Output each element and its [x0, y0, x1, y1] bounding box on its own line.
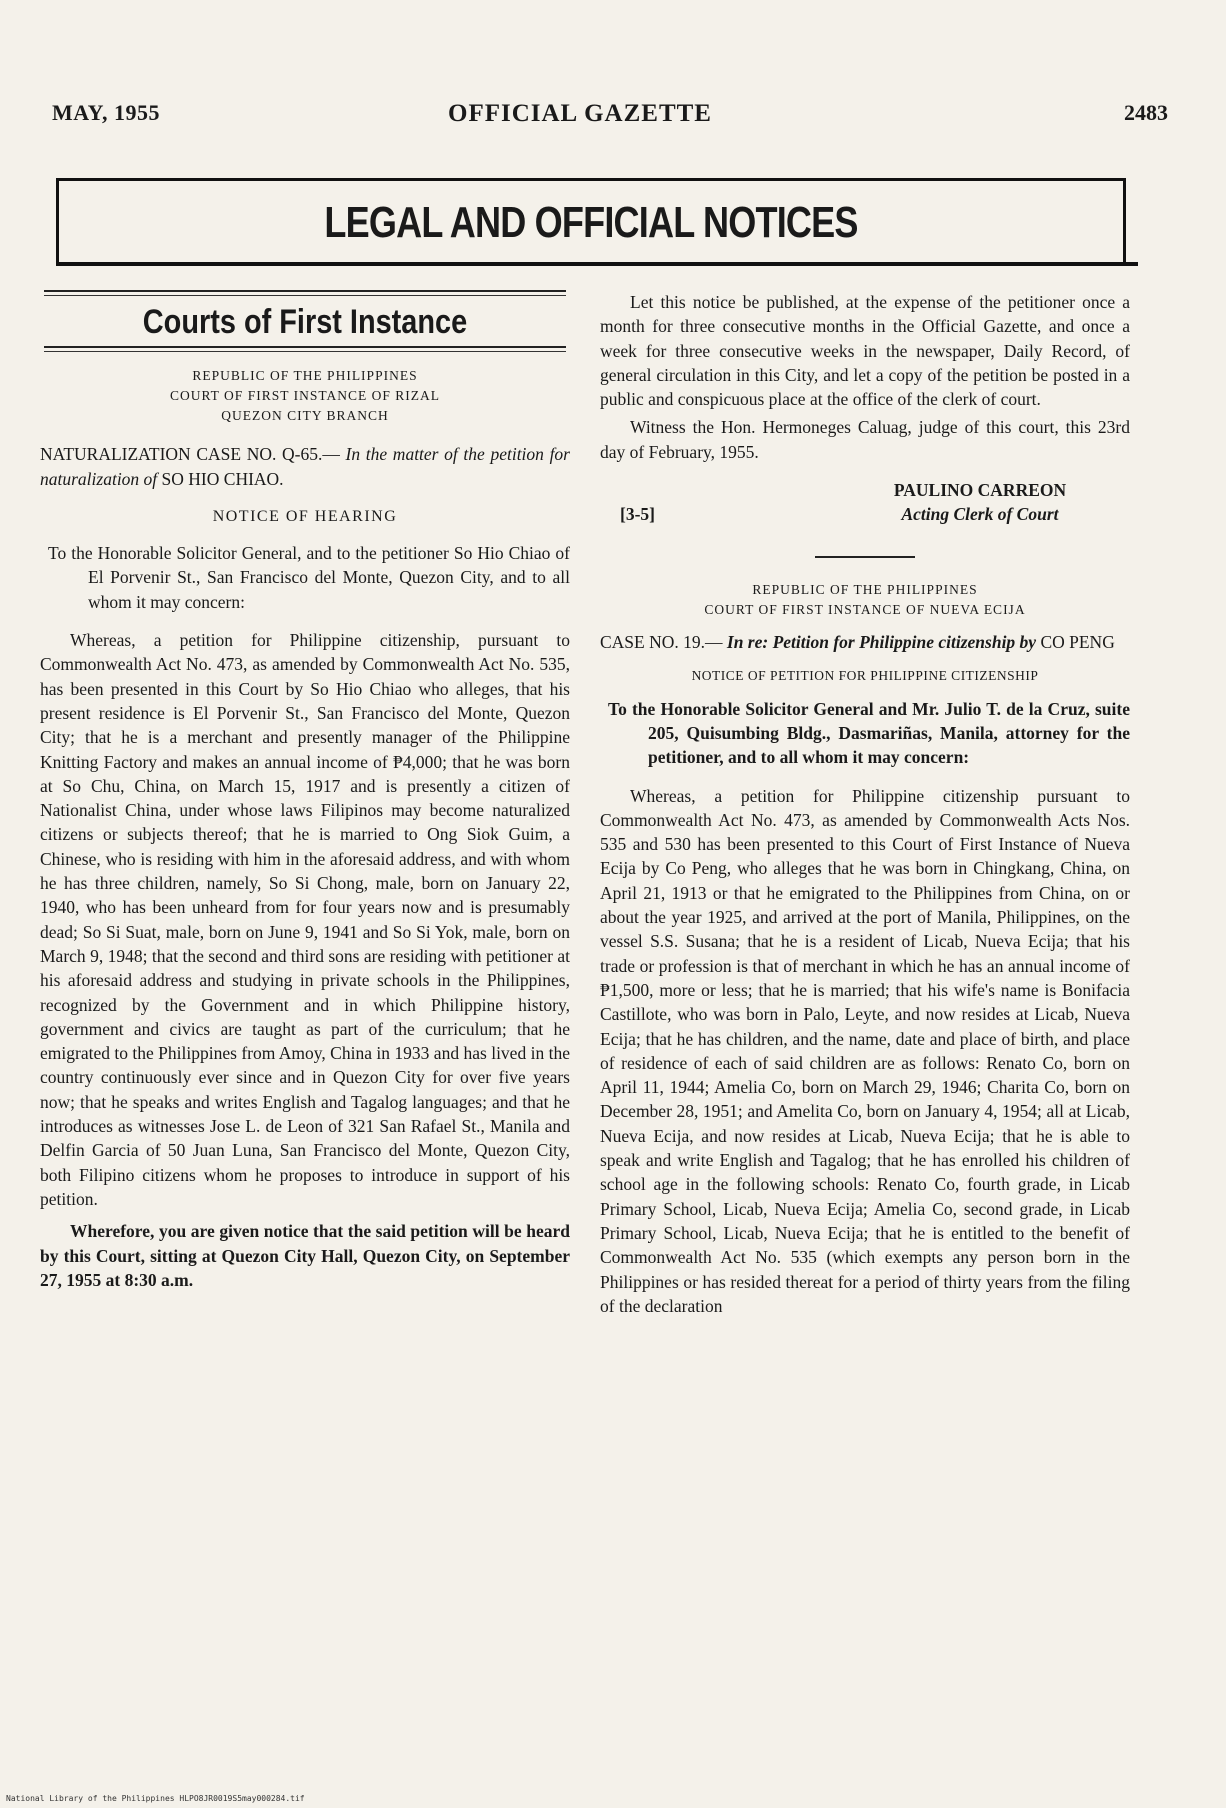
notice1-signature: [600, 478, 1130, 530]
notice1-heading: NOTICE OF HEARING: [212, 507, 398, 525]
notice1-publish: Let this notice be published, at the expense of the petitioner once a month for three consecutive months in the Official Gazette, and once a week for three consecutive weeks in the newspaper, Daily Record, of general circulation in this City, and let a copy of the petition be posted in a public and conspicuous place at the office of the clerk of court.: [600, 292, 1130, 410]
right-column: [600, 290, 1130, 1322]
section-rule-bottom: [44, 346, 566, 348]
case-text: In re: Petition for Philippine citizenship by: [726, 632, 1037, 653]
notice1-address: To the Honorable Solicitor General, and to the petitioner So Hio Chiao of El Porvenir St., San Francisco del Monte, Quezon City, and to all whom it may concern:: [48, 543, 570, 612]
signer-title: Acting Clerk of Court: [901, 504, 1059, 525]
case-label: NATURALIZATION CASE NO. Q-65.—: [40, 444, 340, 465]
notice2-body: Whereas, a petition for Philippine citizenship pursuant to Commonwealth Act No. 473, as amended by Commonwealth Acts Nos. 535 and 530 has been presented to this Court of First Instance of Nueva Ecija by Co Peng, who alleges that he was born in Chingkang, China, on April 21, 1913 or that he emigrated to the Philippines from China, on or about the year 1925, and arrived at the port of Manila, Philippines, on the vessel S.S. Susana; that he is a resident of Licab, Nueva Ecija; that his trade or profession is that of merchant in which he has an annual income of ₱1,500, more or less; that he is married; that his wife's name is Bonifacia Castillote, who was born in Palo, Leyte, and now resides at Licab, Nueva Ecija; that he has children, and the name, date and place of birth, and place of residence of each of said children are as follows: Renato Co, born on April 11, 1944; Amelia Co, born on March 29, 1946; Charita Co, born on December 28, 1951; and Amelita Co, born on January 4, 1954; all at Licab, Nueva Ecija, and now resides at Licab, Nueva Ecija; that he is able to speak and write English and Tagalog; that he has enrolled his children of school age in the following schools: Renato Co, fourth grade, in Licab Primary School, Licab, Nueva Ecija; Amelia Co, second grade, in Licab Primary School, Licab, Nueva Ecija; that he is entitled to the benefit of Commonwealth Act No. 535 (which exempts any person born in the Philippines or has resided thereat for a period of thirty years from the filing of the declaration: [600, 785, 1130, 1316]
notices-banner-title: LEGAL AND OFFICIAL NOTICES: [324, 198, 858, 247]
section-rule-bottom-thin: [44, 351, 566, 352]
page-number: 2483: [1124, 100, 1168, 125]
notice2-court: [600, 580, 1130, 620]
notice1-witness: Witness the Hon. Hermoneges Caluag, judge of this court, this 23rd day of February, 1955.: [600, 417, 1130, 462]
section-rule-top: [44, 290, 566, 292]
notice1-court: [40, 366, 570, 426]
gazette-title: OFFICIAL GAZETTE: [448, 100, 712, 127]
case-text: In the matter of the petition for naturalization of: [40, 444, 570, 489]
notice2-case: [600, 630, 1130, 654]
case-label: CASE NO. 19.—: [600, 632, 723, 653]
case-name: SO HIO CHIAO.: [161, 468, 284, 489]
notice2-heading: NOTICE OF PETITION FOR PHILIPPINE CITIZENSHIP: [691, 668, 1039, 684]
section-rule-top-thin: [44, 295, 566, 296]
left-column: [40, 290, 570, 1296]
notices-banner-box: [56, 178, 1126, 262]
notice1-body: Whereas, a petition for Philippine citizenship, pursuant to Commonwealth Act No. 473, as amended by Commonwealth Act No. 535, has been presented in this Court by So Hio Chiao who alleges, that his present residence is El Porvenir St., San Francisco del Monte, Quezon City; that he is a merchant and presently manager of the Philippine Knitting Factory and makes an annual income of ₱4,000; that he was born at So Chu, China, on March 15, 1917 and is presently a citizen of Nationalist China, under whose laws Filipinos may become naturalized citizens or subjects thereof; that he is married to Ong Siok Guim, a Chinese, who is residing with him in the aforesaid address, and with whom he has three children, namely, So Si Chong, male, born on January 22, 1940, who has been unheard from for four years now and is presumably dead; So Si Suat, male, born on June 9, 1941 and So Si Yok, male, born on March 9, 1948; that the second and third sons are residing with petitioner at his aforesaid address and studying in private schools in the Philippines, recognized by the Government and in which Philippine history, government and civics are taught as part of the curriculum; that he emigrated to the Philippines from Amoy, China in 1933 and has lived in the country continuously ever since and in Quezon City for over five years now; that he speaks and writes English and Tagalog languages; and that he introduces as witnesses Jose L. de Leon of 321 San Rafael St., Manila and Delfin Garcia of 50 Juan Luna, San Francisco del Monte, Quezon City, both Filipino citizens whom he proposes to introduce in support of his petition.: [40, 630, 570, 1209]
scan-footer: National Library of the Philippines HLPO8JR0019S5may000284.tif: [6, 1794, 305, 1803]
court-line: REPUBLIC OF THE PHILIPPINES: [752, 582, 978, 598]
signer-name: PAULINO CARREON: [893, 480, 1067, 501]
court-line: COURT OF FIRST INSTANCE OF NUEVA ECIJA: [704, 602, 1026, 618]
court-line: REPUBLIC OF THE PHILIPPINES: [192, 368, 418, 384]
notice2-address: To the Honorable Solicitor General and Mr. Julio T. de la Cruz, suite 205, Quisumbing Bldg., Dasmariñas, Manila, attorney for the petitioner, and to all whom it may concern:: [608, 698, 1130, 768]
banner-underline: [56, 262, 1138, 266]
court-line: COURT OF FIRST INSTANCE OF RIZAL: [169, 388, 441, 404]
notice1-wherefore: Wherefore, you are given notice that the said petition will be heard by this Court, sitting at Quezon City Hall, Quezon City, on September 27, 1955 at 8:30 a.m.: [40, 1221, 570, 1290]
issue-date: MAY, 1955: [52, 100, 161, 125]
reference-code: [3-5]: [620, 504, 655, 525]
notice1-case: [40, 442, 570, 491]
section-title: Courts of First Instance: [142, 303, 468, 341]
court-line: QUEZON CITY BRANCH: [221, 408, 389, 424]
notice-separator: [815, 556, 915, 558]
case-name: CO PENG: [1040, 632, 1115, 653]
